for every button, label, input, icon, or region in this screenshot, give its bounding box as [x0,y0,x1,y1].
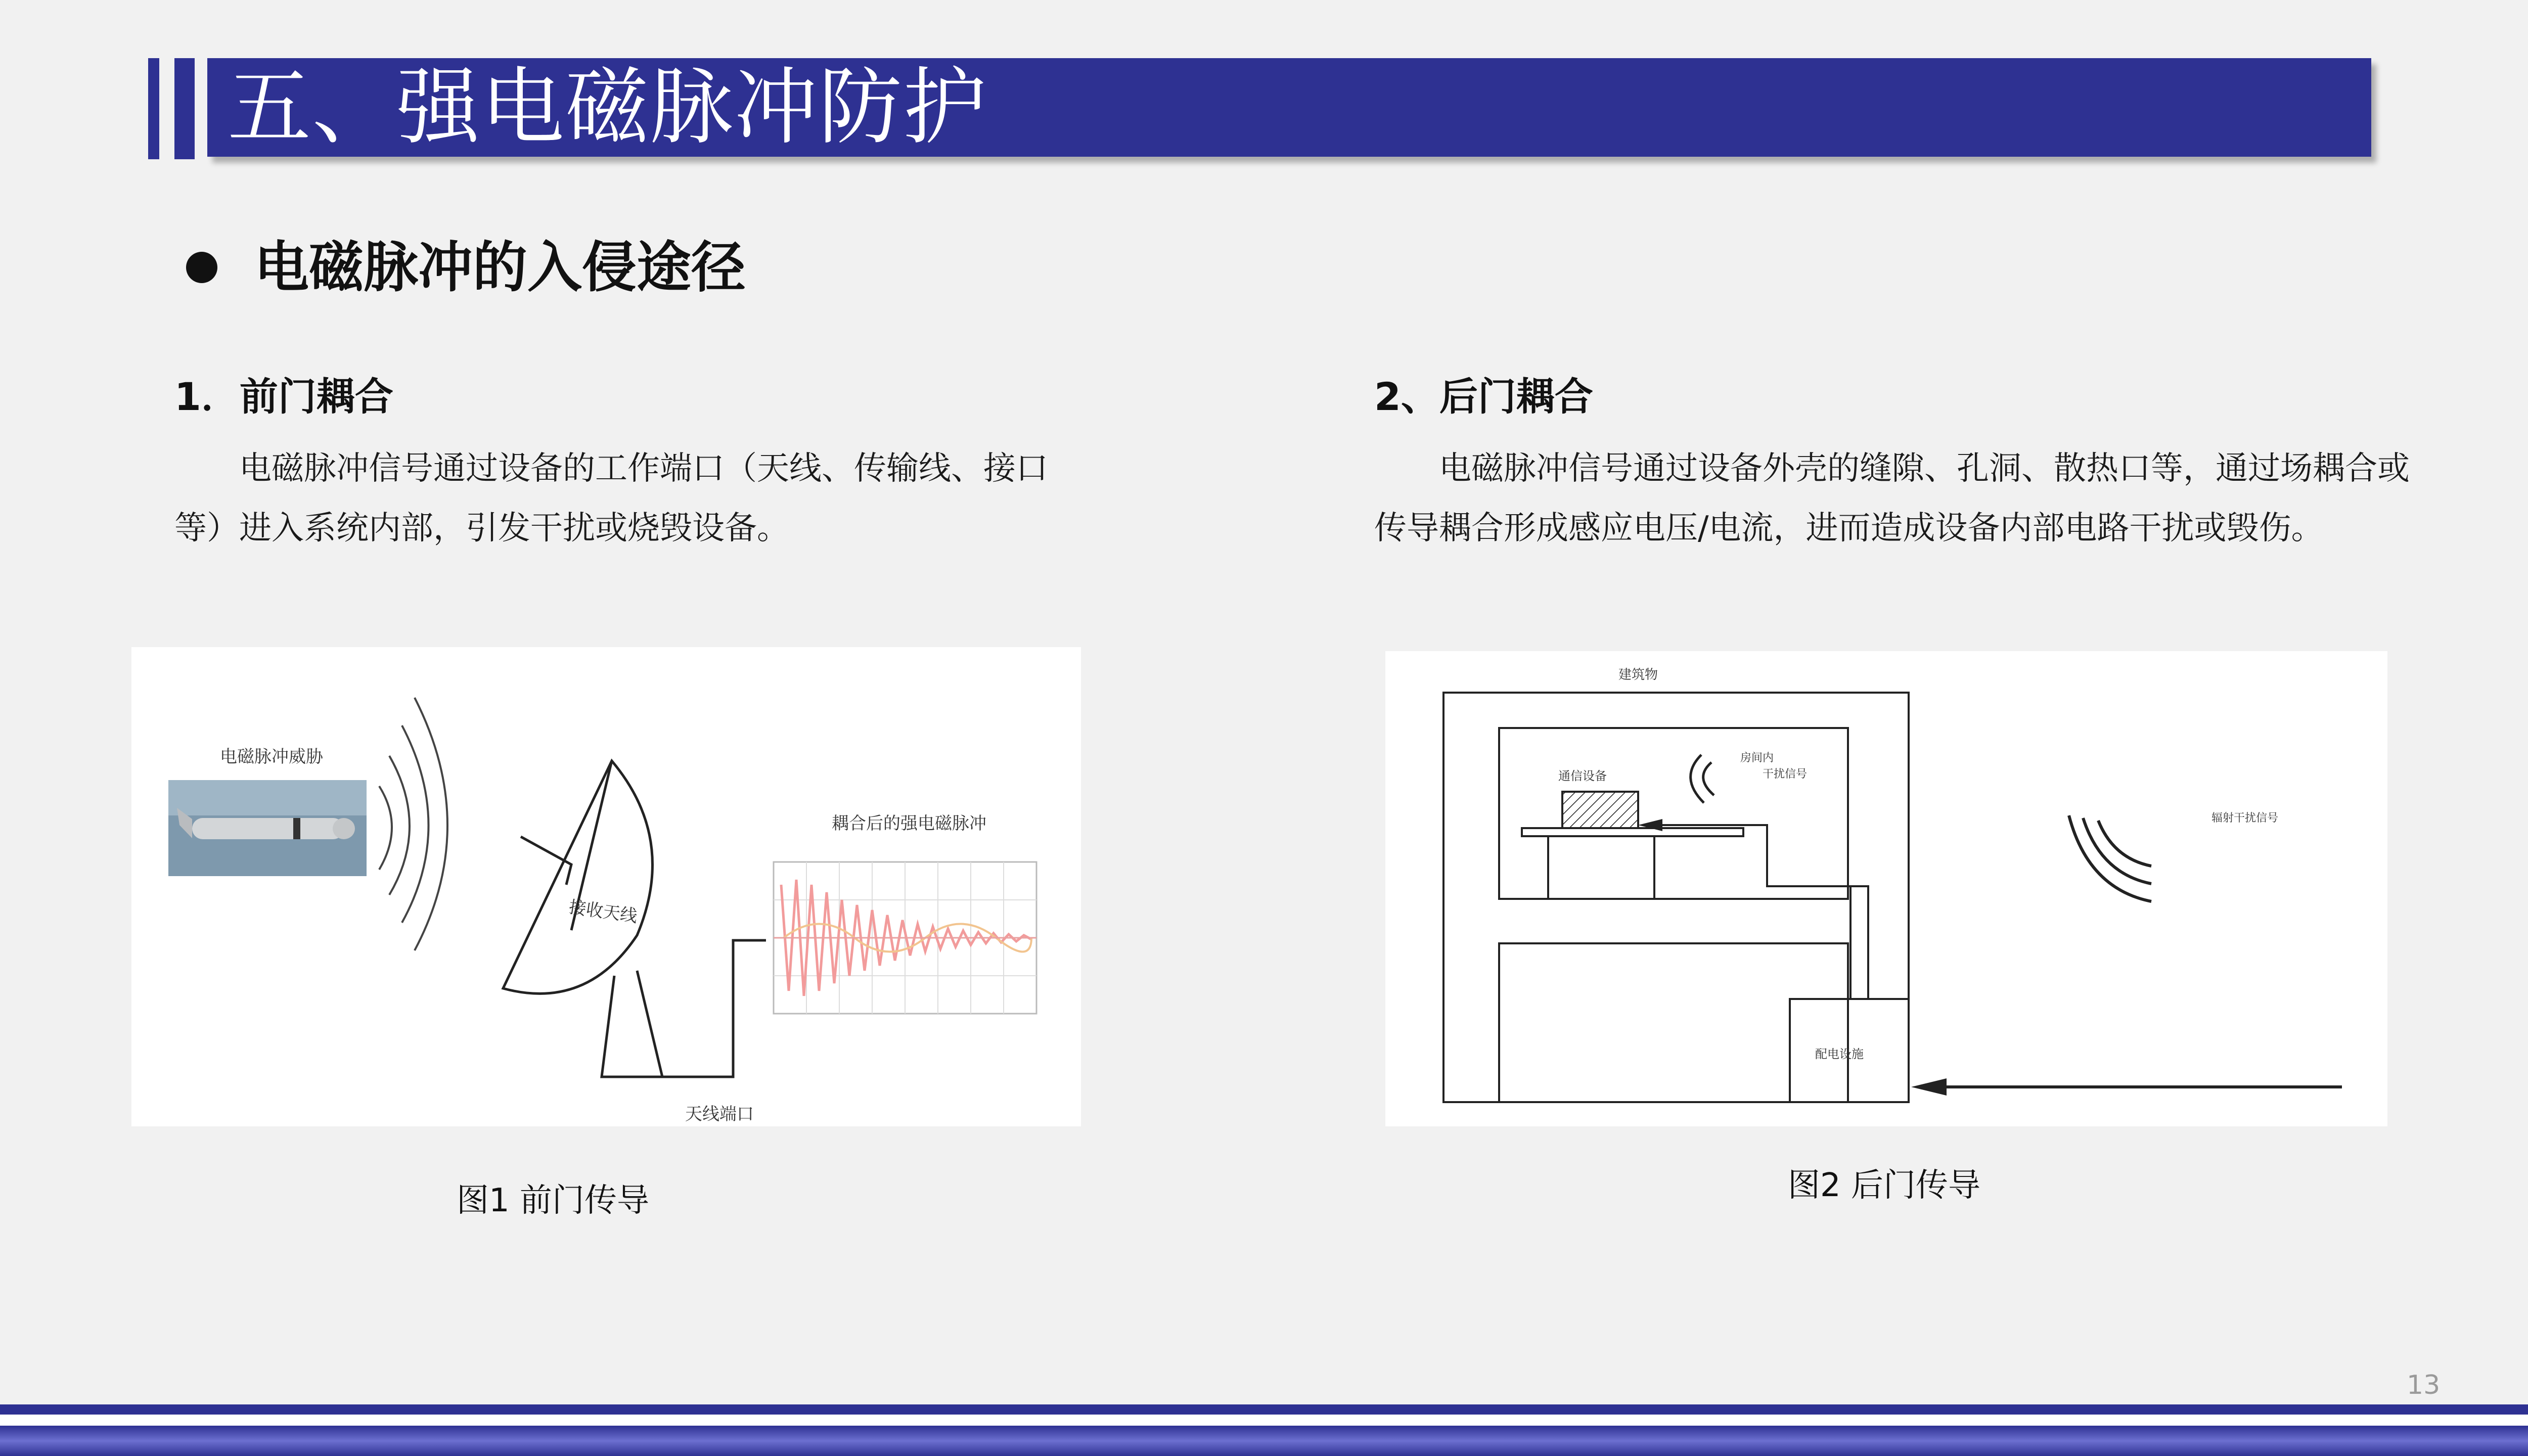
comm-device-label: 通信设备 [1558,769,1607,783]
power-label: 配电设施 [1815,1047,1864,1061]
front-door-diagram [131,647,1081,1126]
building-outline [1443,693,1909,1102]
wave-arcs [379,698,447,950]
slide-title: 五、强电磁脉冲防护 [228,59,987,156]
room-signal-arcs [1691,755,1714,803]
room-signal-label: 干扰信号 [1762,768,1808,781]
front-door-body-line: 等）进入系统内部，引发干扰或烧毁设备。 [174,510,789,547]
threat-label: 电磁脉冲威胁 [220,747,323,767]
section-heading: 电磁脉冲的入侵途径 [254,236,746,299]
port-label: 天线端口 [685,1104,754,1124]
accent-bar [174,58,195,159]
conduit-wire [1661,825,1868,999]
wire-arrowhead [1638,819,1662,831]
front-door-figure [131,647,1081,1126]
pulse-plot [774,862,1036,1014]
back-door-body-line: 电磁脉冲信号通过设备外壳的缝隙、孔洞、散热口等，通过场耦合或 [1439,450,2410,487]
radiation-arcs [2069,815,2151,901]
back-door-caption: 图2 后门传导 [1788,1167,1981,1204]
comm-device-hatch [1562,792,1638,828]
radiation-label: 辐射干扰信号 [2211,812,2279,825]
room-signal-label: 房间内 [1740,752,1774,764]
missile-photo [168,780,367,876]
back-door-diagram [1385,651,2387,1126]
bullet-dot [186,252,217,283]
building-label: 建筑物 [1618,667,1658,682]
back-door-heading: 2、后门耦合 [1374,374,1593,419]
incoming-arrowhead [1911,1078,1947,1096]
back-door-body [1374,439,2410,558]
page-number: 13 [2407,1370,2441,1400]
back-door-figure [1385,651,2387,1126]
front-door-caption: 图1 前门传导 [457,1182,650,1219]
footer-band [0,1404,2528,1456]
pulse-label: 耦合后的强电磁脉冲 [832,813,986,834]
front-door-body-line: 电磁脉冲信号通过设备的工作端口（天线、传输线、接口 [239,450,1048,487]
back-door-body-line: 传导耦合形成感应电压/电流，进而造成设备内部电路干扰或毁伤。 [1374,510,2324,547]
antenna-label: 接收天线 [567,897,639,927]
accent-bar [148,58,159,159]
title-banner [207,58,2371,157]
front-door-body [174,439,1048,558]
front-door-heading: 1．前门耦合 [174,374,393,419]
